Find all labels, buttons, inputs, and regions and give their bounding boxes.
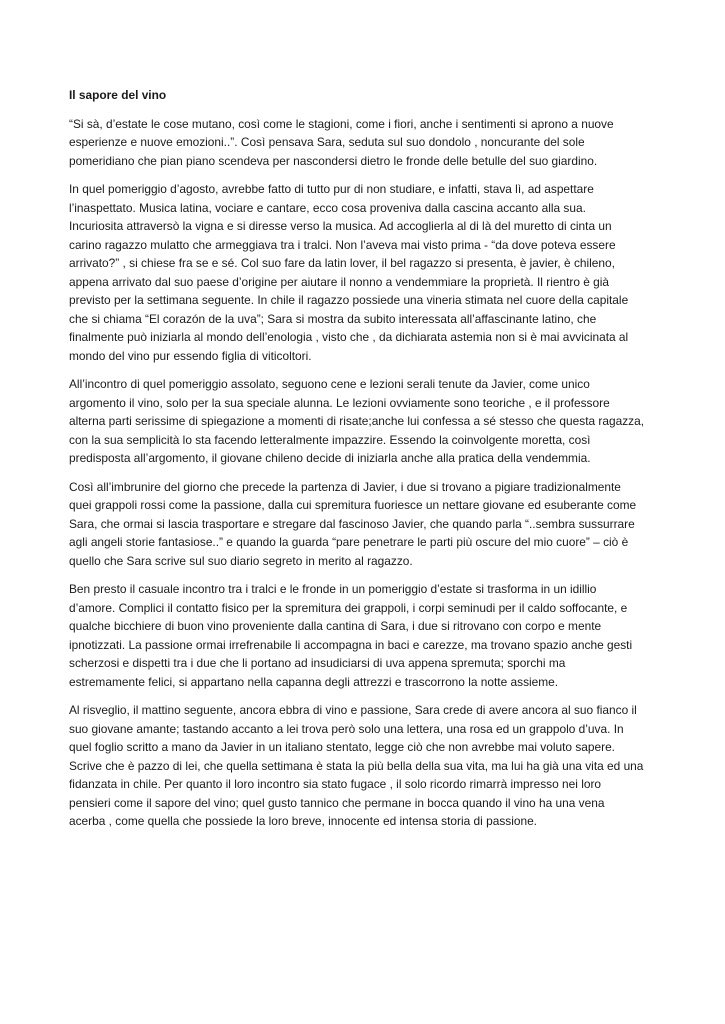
text-line: quel foglio scritto a mano da Javier in un italiano stentato, legge ciò che non avrebbe mai voluto sapere. xyxy=(69,740,615,754)
paragraph-3 xyxy=(69,375,659,468)
text-line: agli angeli storie fantasiose..” e quando la guarda “pare penetrare le parti più oscure del mio cuore” – ciò è xyxy=(69,535,629,549)
text-line: previsto per la settimana seguente. In chile il ragazzo possiede una vineria stimata nel cuore della capitale xyxy=(69,293,629,307)
text-line: d’amore. Complici il contatto fisico per la spremitura dei grappoli, i corpi seminudi per il caldo soffocante, e xyxy=(69,600,628,615)
text-line: predisposta all’argomento, il giovane chileno decide di iniziarla anche alla pratica della vendemmia. xyxy=(69,451,591,465)
document-page xyxy=(69,86,659,841)
paragraph-6 xyxy=(69,701,659,831)
paragraph-5 xyxy=(69,580,659,691)
text-line: Scrive che è pazzo di lei, che quella settimana è stata la più bella della sua vita, ma lui ha già una vita ed una xyxy=(69,758,644,773)
document-title: Il sapore del vino xyxy=(69,88,167,102)
text-line: pomeridiano che pian piano scendeva per nascondersi dietro le fronde delle betulle del suo giardino. xyxy=(69,153,598,168)
text-line: fidanzata in chile. Per quanto il loro incontro sia stato fugace , il solo ricordo rimarrà impresso nei loro xyxy=(69,777,602,791)
text-line: arrivato?” , si chiese fra se e sé. Col suo fare da latin lover, il bel ragazzo si presenta, è javier, è chileno, xyxy=(69,256,615,270)
paragraph-1 xyxy=(69,115,659,171)
text-line: estremamente felici, si appartano nella capanna degli attrezzi e trascorrono la notte assieme. xyxy=(69,674,559,689)
text-line: Al risveglio, il mattino seguente, ancora ebbra di vino e passione, Sara crede di avere ancora al suo fianco il xyxy=(69,703,637,717)
text-line: argomento il vino, solo per la sua speciale alunna. Le lezioni ovviamente sono teoriche , e il professore xyxy=(69,395,610,410)
text-line: quello che Sara scrive sul suo diario segreto in merito al ragazzo. xyxy=(69,553,413,568)
paragraph-2 xyxy=(69,180,659,365)
text-line: ipnotizzati. La passione ormai irrefrenabile li accompagna in baci e carezze, ma trovano spazio anche gesti xyxy=(69,637,633,652)
text-line: qualche bicchiere di buon vino proveniente dalla cantina di Sara, i due si ritrovano con corpo e mente xyxy=(69,619,602,633)
text-line: scherzosi e dispetti tra i due che li portano ad insudiciarsi di uva appena spremuta; sporchi ma xyxy=(69,656,566,670)
paragraph-4 xyxy=(69,478,659,571)
text-line: pensieri come il sapore del vino; quel gusto tannico che permane in bocca quando il vino ha una vena xyxy=(69,795,605,810)
text-line: carino ragazzo mulatto che armeggiava tra i tralci. Non l’aveva mai visto prima - “da dove poteva essere xyxy=(69,237,616,252)
text-line: In quel pomeriggio d’agosto, avrebbe fatto di tutto pur di non studiare, e infatti, stava lì, ad aspettare xyxy=(69,182,594,196)
text-line: appena arrivato dal suo paese d’origine per aiutare il nonno a vendemmiare la proprietà. Il rientro è già xyxy=(69,274,610,289)
text-line: acerba , come quella che possiede la loro breve, innocente ed intensa storia di passione. xyxy=(69,814,537,828)
text-line: alterna parti serissime di spiegazione a momenti di risate;anche lui confessa a sé stesso che questa ragazza, xyxy=(69,414,645,428)
text-line: che si chiama “El corazón de la uva”; Sara si mostra da subito interessata all’affascinante latino, che xyxy=(69,311,597,326)
text-line: con la sua semplicità lo sta facendo letteralmente impazzire. Essendo la coinvolgente moretta, così xyxy=(69,432,591,447)
document-body xyxy=(69,115,659,831)
text-line: Ben presto il casuale incontro tra i tralci e le fronde in un pomeriggio d’estate si trasforma in un idillio xyxy=(69,582,597,596)
text-line: l’inaspettato. Musica latina, vociare e cantare, ecco cosa proveniva dalla cascina accanto alla sua. xyxy=(69,200,586,215)
text-line: All’incontro di quel pomeriggio assolato, seguono cene e lezioni serali tenute da Javier, come unico xyxy=(69,377,590,391)
text-line: Incuriosita attraversò la vigna e si diresse verso la musica. Ad accoglierla al di là del muretto di cinta un xyxy=(69,219,612,233)
text-line: suo giovane amante; tastando accanto a lei trova però solo una lettera, una rosa ed un grappolo d’uva. In xyxy=(69,721,624,736)
text-line: “Si sà, d’estate le cose mutano, così come le stagioni, come i fiori, anche i sentimenti si aprono a nuove xyxy=(69,116,614,131)
text-line: mondo del vino pur essendo figlia di viticoltori. xyxy=(69,348,312,363)
text-line: quei grappoli rossi come la passione, dalla cui spremitura fuoriesce un nettare giovane ed esuberante come xyxy=(69,498,637,512)
text-line: esperienze e nuove emozioni..”. Così pensava Sara, seduta sul suo dondolo , noncurante del sole xyxy=(69,135,585,149)
text-line: finalmente può iniziarla al mondo dell’enologia , visto che , da dichiarata astemia non si è mai avvicinata al xyxy=(69,330,629,344)
text-line: Così all’imbrunire del giorno che precede la partenza di Javier, i due si trovano a pigiare tradizionalmente xyxy=(69,479,621,494)
text-line: Sara, che ormai si lascia trasportare e stregare dal fascinoso Javier, che quando parla “..sembra sussurrare xyxy=(69,516,635,531)
